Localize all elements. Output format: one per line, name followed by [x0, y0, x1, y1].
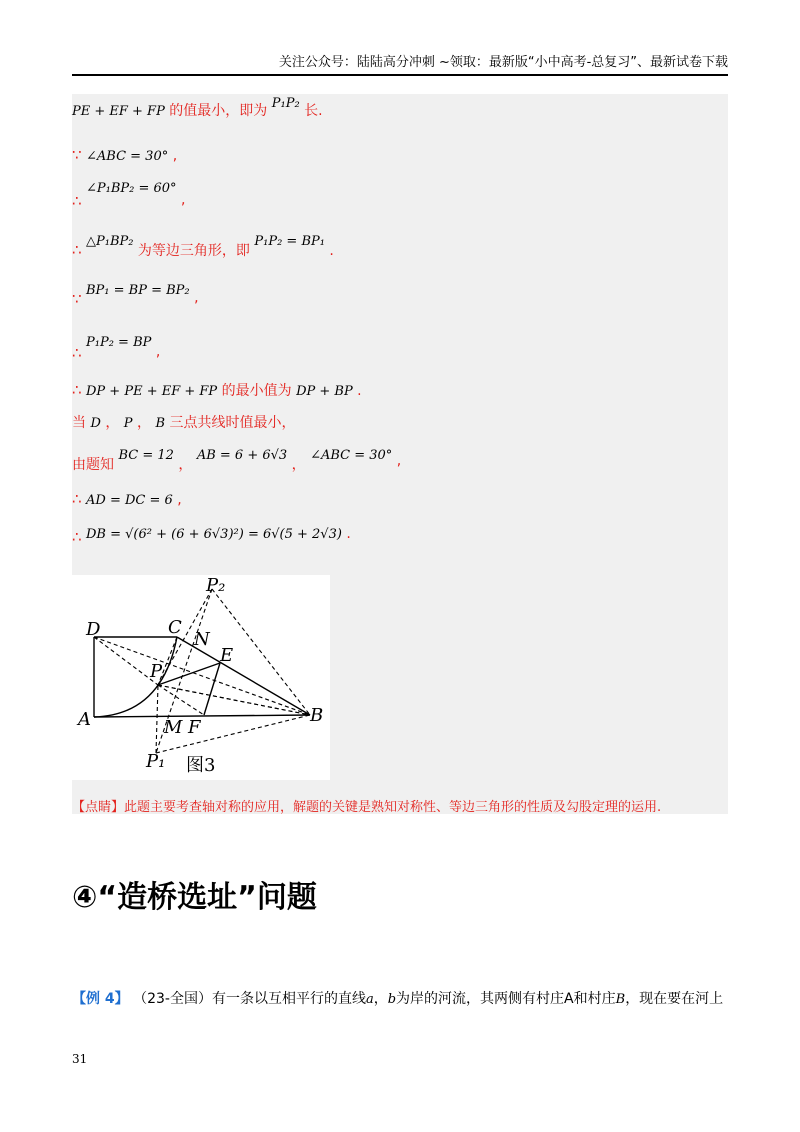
solution-text: 由题知 — [72, 457, 114, 473]
label-c: C — [168, 617, 182, 638]
math-expression: PE + EF + FP — [72, 104, 165, 119]
segment-pe — [158, 663, 220, 685]
solution-text: 当 — [72, 415, 86, 431]
math-expression: B — [155, 416, 166, 431]
solution-text: ， — [137, 415, 151, 431]
math-expression: D — [90, 416, 101, 431]
comment-text: 此题主要考查轴对称的应用，解题的关键是熟知对称性、等边三角形的性质及勾股定理的运用. — [124, 800, 662, 815]
page-number: 31 — [72, 1052, 88, 1066]
solution-text: . — [346, 526, 351, 542]
math-expression: ∠ABC = 30° — [86, 149, 169, 164]
label-m: M — [164, 717, 183, 738]
because-symbol: ∵ — [72, 146, 82, 164]
therefore-symbol: ∴ — [72, 381, 82, 399]
label-d: D — [86, 619, 101, 640]
village-label: A — [564, 991, 574, 1007]
example-text: 为岸的河流，其两侧有村庄 — [396, 991, 565, 1007]
example-text: （23-全国）有一条以互相平行的直线 — [133, 991, 366, 1007]
solution-line-8 — [72, 412, 295, 432]
example-tag: 【例 4】 — [72, 991, 129, 1007]
dashed-p1p — [156, 685, 158, 753]
example-4 — [72, 988, 723, 1008]
solution-text: . — [357, 383, 362, 399]
math-expression: P₁P₂ = BP₁ — [254, 234, 325, 249]
dashed-dp — [94, 637, 158, 685]
label-e: E — [220, 645, 234, 666]
example-text: 和村庄 — [573, 991, 616, 1007]
label-a: A — [78, 709, 91, 730]
solution-line-5 — [72, 280, 199, 308]
geometry-diagram — [72, 575, 330, 780]
because-symbol: ∵ — [72, 290, 82, 308]
label-f: F — [188, 717, 201, 738]
solution-line-1 — [72, 96, 323, 120]
solution-text: 的最小值为 — [221, 383, 292, 399]
solution-text: , — [396, 453, 402, 469]
math-expression: AB = 6 + 6√3 — [196, 448, 288, 463]
math-expression: AD = DC = 6 — [86, 493, 173, 508]
solution-text: 的值最小，即为 — [169, 103, 268, 119]
solution-text: . — [329, 243, 334, 259]
solution-line-3 — [72, 178, 186, 210]
math-expression: DP + PE + EF + FP — [86, 384, 218, 399]
solution-line-2 — [72, 146, 177, 164]
solution-text: ， — [178, 457, 193, 473]
segment-ab — [94, 715, 310, 717]
comment-tag: 【点睛】 — [72, 800, 125, 815]
math-expression: DB = √(6² + (6 + 6√3)²) = 6√(5 + 2√3) — [86, 527, 342, 542]
solution-block — [72, 94, 728, 814]
therefore-symbol: ∴ — [72, 528, 82, 546]
math-expression: BP₁ = BP = BP₂ — [86, 283, 190, 298]
math-expression: P — [123, 416, 133, 431]
header-text: 关注公众号：陆陆高分冲刺 ~领取：最新版“小中高考-总复习”、最新试卷下载 — [278, 55, 728, 70]
solution-line-4 — [72, 230, 334, 259]
solution-text: , — [172, 148, 178, 164]
solution-text: 三点共线时值最小， — [169, 415, 296, 431]
solution-line-11 — [72, 524, 351, 546]
math-expression: P₁P₂ = BP — [86, 335, 152, 350]
example-text: ，现在要在河上 — [625, 991, 724, 1007]
therefore-symbol: ∴ — [72, 192, 82, 210]
label-n: N — [194, 629, 210, 650]
section-heading: ④“造桥选址”问题 — [72, 880, 317, 915]
therefore-symbol: ∴ — [72, 241, 82, 259]
solution-text: , — [177, 492, 182, 508]
solution-text: 长. — [304, 103, 323, 119]
math-expression: ∠ABC = 30° — [310, 448, 393, 463]
solution-text: ， — [291, 457, 306, 473]
label-p: P — [150, 661, 163, 682]
math-variable: b — [387, 992, 397, 1007]
solution-text: 为等边三角形，即 — [137, 243, 250, 259]
arc — [94, 637, 177, 717]
segment-ef — [204, 663, 220, 715]
geometry-figure — [72, 575, 330, 780]
village-label: B — [615, 992, 626, 1007]
math-expression: P₁P₂ — [271, 96, 300, 111]
solution-line-9 — [72, 444, 402, 473]
solution-text: , — [181, 192, 186, 208]
therefore-symbol: ∴ — [72, 344, 82, 362]
math-variable: a — [365, 992, 374, 1007]
math-expression: DP + BP — [296, 384, 353, 399]
solution-line-10 — [72, 490, 182, 508]
label-p2: P₂ — [206, 575, 226, 596]
label-b: B — [310, 705, 324, 726]
therefore-symbol: ∴ — [72, 490, 82, 508]
figure-caption: 图3 — [186, 755, 216, 776]
math-expression: △P₁BP₂ — [86, 234, 134, 249]
math-expression: BC = 12 — [118, 448, 174, 463]
solution-text: , — [194, 290, 199, 306]
solution-text: , — [155, 344, 161, 360]
label-p1: P₁ — [146, 751, 166, 772]
solution-line-7 — [72, 380, 362, 400]
page-header — [72, 52, 728, 76]
solution-text: ， — [105, 415, 120, 431]
math-expression: ∠P₁BP₂ = 60° — [86, 181, 177, 196]
solution-line-6 — [72, 332, 161, 362]
dashed-pb-2 — [158, 685, 310, 715]
key-point-comment — [72, 796, 661, 815]
example-text: ， — [373, 991, 388, 1007]
